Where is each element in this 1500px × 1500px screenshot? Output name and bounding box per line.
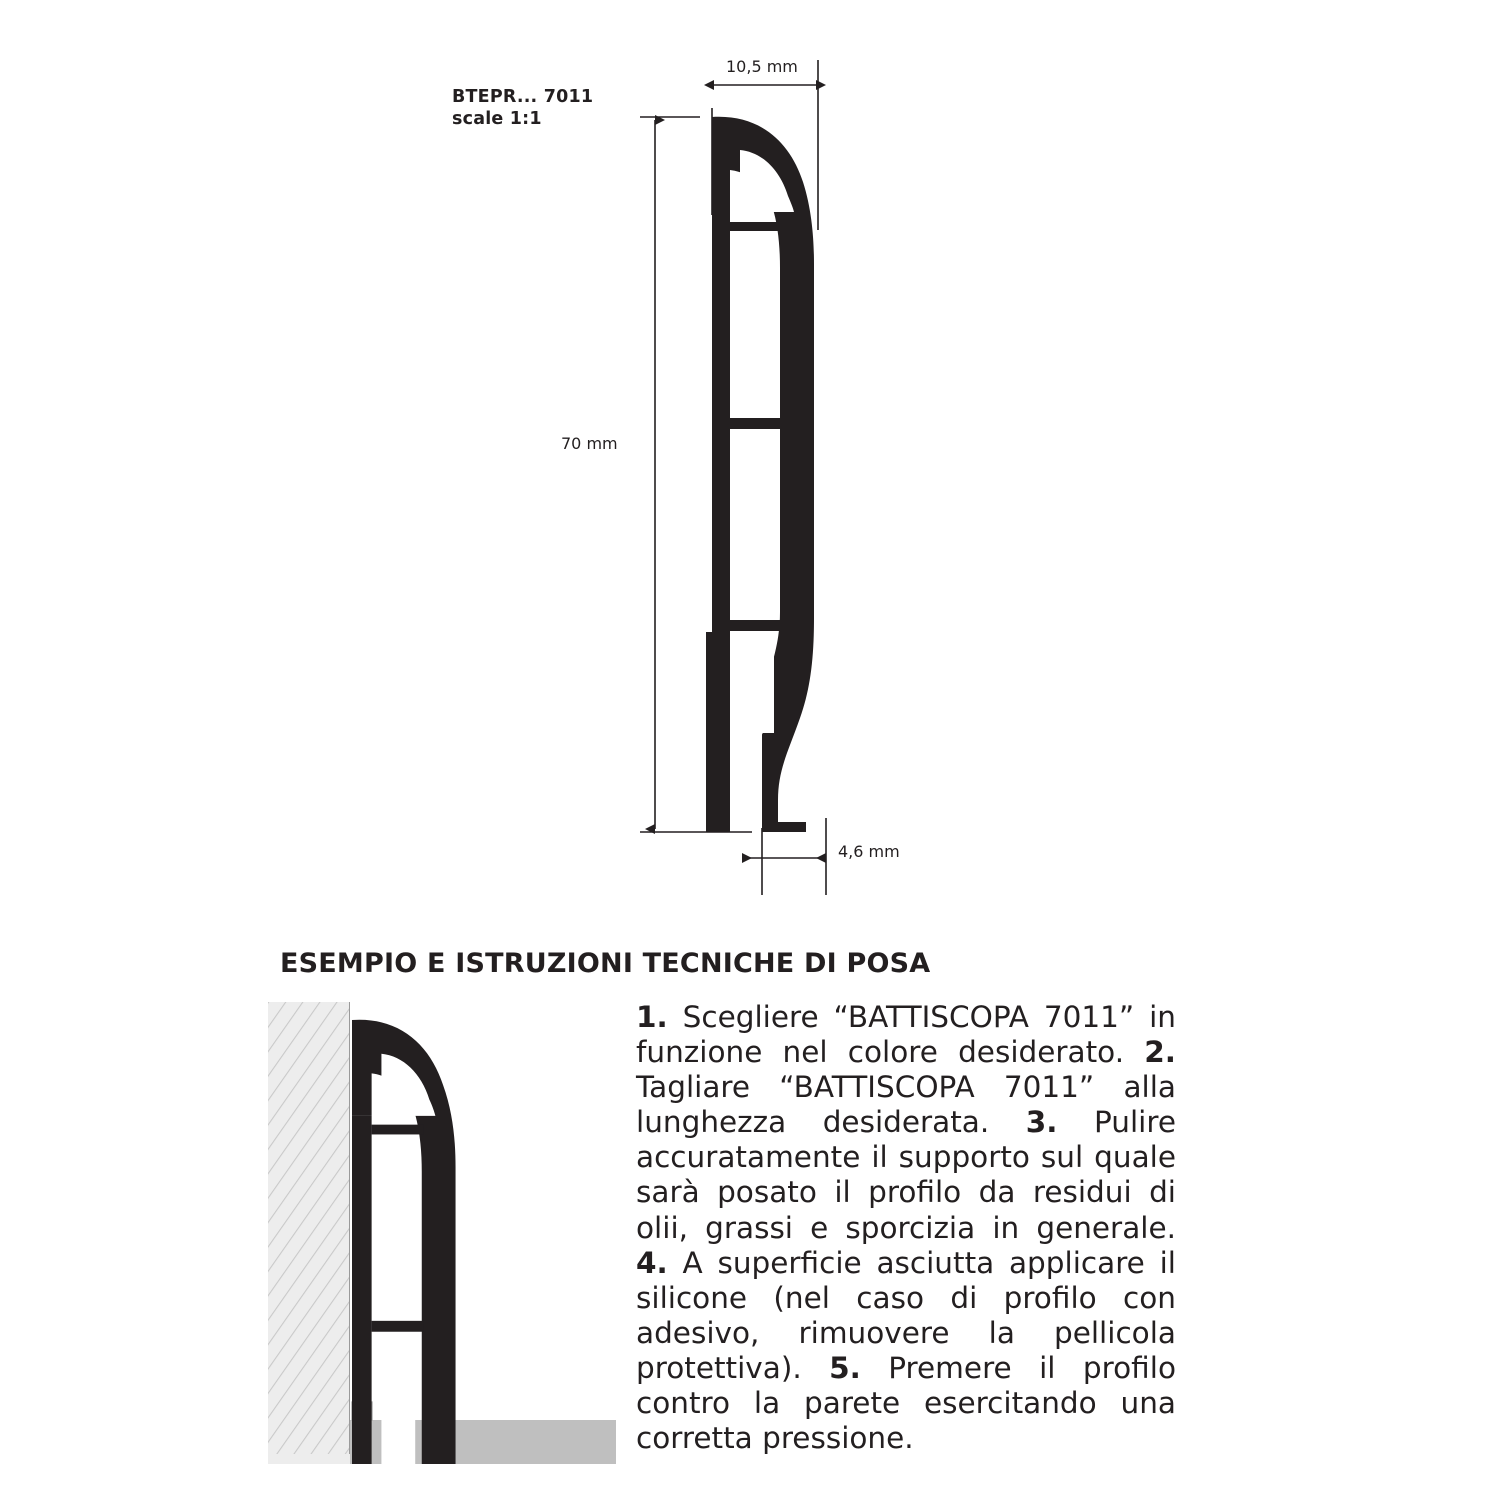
profile-code: BTEPR... 7011 bbox=[452, 87, 594, 107]
installation-instructions: 1. Scegliere “BATTISCOPA 7011” in funzione nel colore desiderato. 2. Tagliare “BATTISCOPA 7011” alla lunghezza desiderata. 3. Pulire accuratamente il supporto sul quale sarà posato il profilo da residui di olii, grassi e sporcizia in generale. 4. A superficie asciutta applicare il silicone (nel caso di profilo con adesivo, rimuovere la pellicola protettiva). 5. Premere il profilo contro la parete esercitando una corretta pressione. bbox=[636, 1000, 1176, 1456]
dimension-height-left: 70 mm bbox=[561, 434, 618, 453]
installation-diagram-svg bbox=[268, 1002, 616, 1464]
profile-scale: scale 1:1 bbox=[452, 109, 542, 129]
profile-outline bbox=[706, 117, 814, 832]
dimension-width-top: 10,5 mm bbox=[726, 57, 798, 76]
installation-section-title: ESEMPIO E ISTRUZIONI TECNICHE DI POSA bbox=[280, 948, 931, 979]
wall-hatch bbox=[268, 1002, 350, 1454]
installed-profile bbox=[347, 1020, 456, 1464]
installation-figure bbox=[268, 1002, 616, 1464]
dimension-width-bottom: 4,6 mm bbox=[838, 842, 900, 861]
